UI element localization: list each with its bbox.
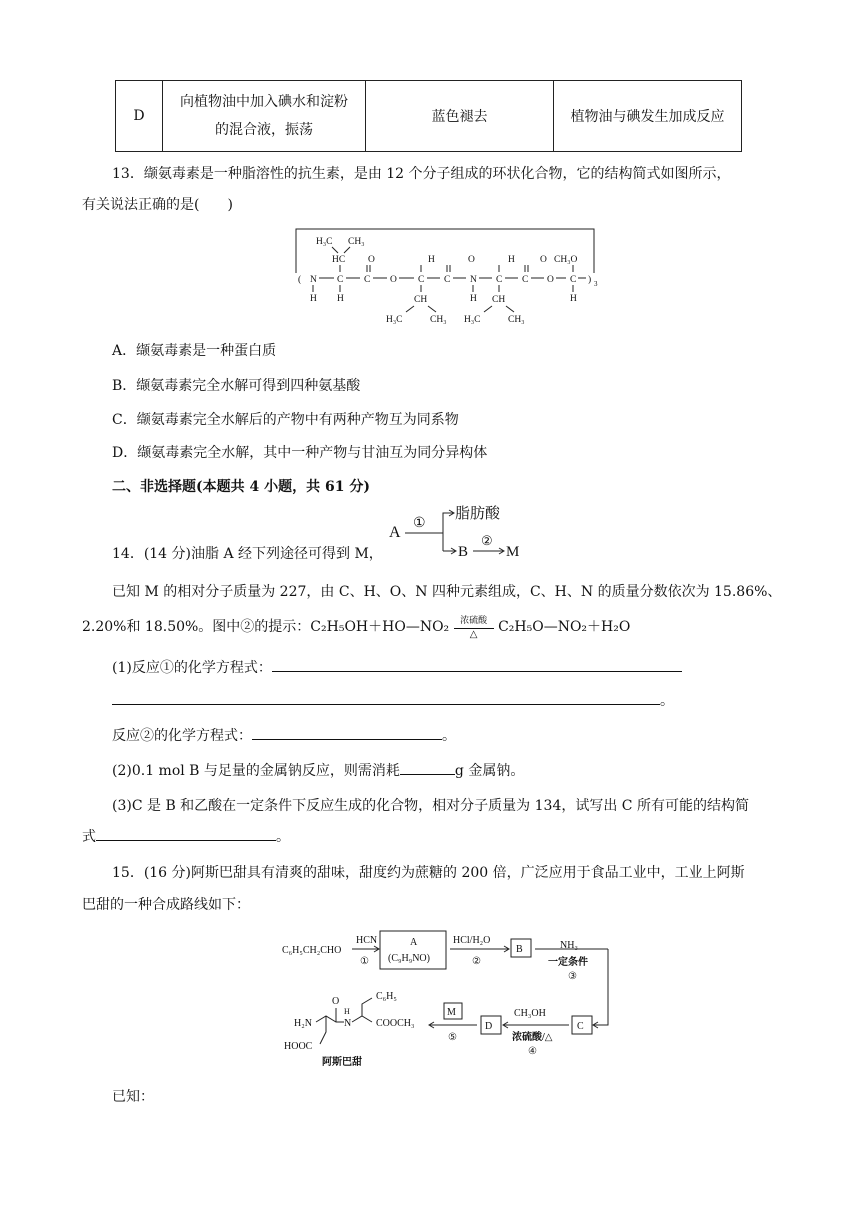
q14-part2: (2)0.1 mol B 与足量的金属钠反应，则需消耗 g 金属钠。: [112, 760, 524, 780]
svg-text:CH₃: CH₃: [348, 237, 365, 247]
svg-text:C: C: [444, 275, 451, 285]
svg-text:①: ①: [360, 956, 369, 967]
svg-text:①: ①: [413, 516, 426, 531]
table-row: [116, 81, 742, 152]
svg-text:C₆H₅CH₂CHO: C₆H₅CH₂CHO: [282, 945, 342, 956]
svg-text:H₃C: H₃C: [386, 315, 403, 325]
svg-text:M: M: [506, 544, 520, 560]
table-cell-phenomenon: 蓝色褪去: [366, 81, 554, 152]
svg-text:CH: CH: [492, 295, 506, 305]
svg-text:CH₃OH: CH₃OH: [514, 1008, 546, 1019]
q14-info-line1: 已知 M 的相对分子质量为 227，由 C、H、O、N 四种元素组成，C、H、N 的质量分数依次为 15.86%、: [112, 584, 782, 600]
q13-stem-line2: 有关说法正确的是( ): [82, 197, 233, 213]
q15-stem-line1: 15．(16 分)阿斯巴甜具有清爽的甜味，甜度约为蔗糖的 200 倍，广泛应用于食品工业中，工业上阿斯: [112, 865, 745, 881]
svg-text:B: B: [516, 944, 523, 955]
svg-text:O: O: [368, 255, 375, 265]
svg-text:C: C: [570, 275, 577, 285]
svg-text:O: O: [332, 996, 340, 1007]
aspartame-synthesis-scheme: [280, 928, 620, 1068]
q14-part1-continued: 。: [112, 690, 674, 710]
svg-text:H: H: [344, 1007, 350, 1016]
svg-text:C: C: [522, 275, 529, 285]
svg-text:HCl/H₂O: HCl/H₂O: [453, 935, 491, 946]
svg-text:HC: HC: [332, 255, 346, 265]
q13-option-d: D．缬氨毒素完全水解，其中一种产物与甘油互为同分异构体: [112, 445, 488, 461]
svg-text:D: D: [485, 1021, 493, 1032]
svg-text:O: O: [547, 275, 554, 285]
svg-text:③: ③: [568, 971, 577, 982]
svg-text:HCN: HCN: [356, 935, 378, 946]
svg-text:H: H: [337, 294, 344, 304]
q15-given: 已知：: [112, 1089, 154, 1105]
valinomycin-structure: [290, 225, 600, 330]
svg-text:O: O: [468, 255, 475, 265]
svg-text:O: O: [390, 275, 397, 285]
svg-text:H₃C: H₃C: [316, 237, 333, 247]
table-cell-option: D: [116, 81, 163, 152]
q13-option-b: B．缬氨毒素完全水解可得到四种氨基酸: [112, 378, 361, 394]
q15-stem-line2: 巴甜的一种合成路线如下：: [82, 897, 250, 913]
svg-text:②: ②: [481, 533, 493, 548]
svg-text:COOCH₃: COOCH₃: [376, 1018, 415, 1029]
svg-text:(C₉H₉NO): (C₉H₉NO): [388, 953, 430, 964]
svg-text:C₆H₅: C₆H₅: [376, 991, 397, 1002]
q14-part1: (1)反应①的化学方程式：: [112, 657, 682, 677]
svg-text:H: H: [470, 294, 477, 304]
q14-stem: 14．(14 分)油脂 A 经下列途径可得到 M，: [112, 546, 383, 562]
svg-text:阿斯巴甜: 阿斯巴甜: [322, 1057, 362, 1068]
svg-text:A: A: [410, 937, 418, 948]
svg-text:O: O: [540, 255, 547, 265]
svg-text:C: C: [337, 275, 344, 285]
svg-text:一定条件: 一定条件: [548, 957, 588, 968]
svg-text:B: B: [458, 544, 469, 560]
section-title: 二、非选择题(本题共 4 小题，共 61 分): [112, 479, 370, 495]
answer-blank[interactable]: [112, 690, 660, 705]
svg-text:C: C: [577, 1021, 584, 1032]
answer-blank[interactable]: [96, 826, 276, 841]
table-cell-operation: 向植物油中加入碘水和淀粉 的混合液，振荡: [163, 81, 366, 152]
svg-text:(: (: [298, 275, 302, 285]
scheme-fatty-acid: 脂肪酸: [455, 506, 501, 522]
svg-text:H: H: [310, 294, 317, 304]
svg-text:M: M: [447, 1007, 456, 1018]
svg-text:H: H: [570, 294, 577, 304]
q13-option-c: C．缬氨毒素完全水解后的产物中有两种产物互为同系物: [112, 412, 459, 428]
svg-text:N: N: [470, 275, 477, 285]
svg-text:): ): [588, 275, 592, 285]
svg-text:H: H: [508, 255, 515, 265]
answer-blank[interactable]: [252, 725, 442, 740]
svg-text:NH₃: NH₃: [560, 940, 578, 951]
svg-text:HOOC: HOOC: [284, 1041, 313, 1052]
svg-text:CH₃: CH₃: [508, 315, 525, 325]
svg-text:H₃C: H₃C: [464, 315, 481, 325]
svg-text:CH₃: CH₃: [430, 315, 447, 325]
q14-scheme: [385, 503, 545, 561]
q14-part3-line2: 式 。: [82, 826, 290, 846]
scheme-a: A: [389, 524, 401, 541]
answer-blank[interactable]: [400, 760, 455, 775]
answer-blank[interactable]: [272, 657, 682, 672]
answer-table: [115, 80, 742, 152]
svg-text:CH₃O: CH₃O: [554, 255, 578, 265]
q13-option-a: A．缬氨毒素是一种蛋白质: [112, 343, 277, 359]
q14-part1b: 反应②的化学方程式： 。: [112, 725, 456, 745]
svg-text:②: ②: [472, 956, 481, 967]
q14-info-line2: 2.20%和 18.50%。图中②的提示：C₂H₅OH＋HO—NO₂ 浓硫酸 △ C₂H₅O—NO₂＋H₂O: [82, 615, 631, 640]
table-cell-conclusion: 植物油与碘发生加成反应: [554, 81, 742, 152]
svg-text:⑤: ⑤: [448, 1032, 457, 1043]
q14-part3-line1: (3)C 是 B 和乙酸在一定条件下反应生成的化合物，相对分子质量为 134，试写出 C 所有可能的结构简: [112, 798, 749, 814]
svg-text:④: ④: [528, 1046, 537, 1057]
svg-text:C: C: [418, 275, 425, 285]
svg-text:N: N: [310, 275, 317, 285]
svg-text:3: 3: [594, 280, 598, 288]
svg-text:H₂N: H₂N: [294, 1018, 312, 1029]
svg-text:H: H: [428, 255, 435, 265]
svg-text:CH: CH: [414, 295, 428, 305]
svg-text:浓硫酸/△: 浓硫酸/△: [512, 1032, 553, 1043]
svg-text:C: C: [496, 275, 503, 285]
svg-text:N: N: [344, 1018, 352, 1029]
svg-text:C: C: [364, 275, 371, 285]
q13-stem-line1: 13．缬氨毒素是一种脂溶性的抗生素，是由 12 个分子组成的环状化合物，它的结构简式如图所示，: [112, 166, 731, 182]
